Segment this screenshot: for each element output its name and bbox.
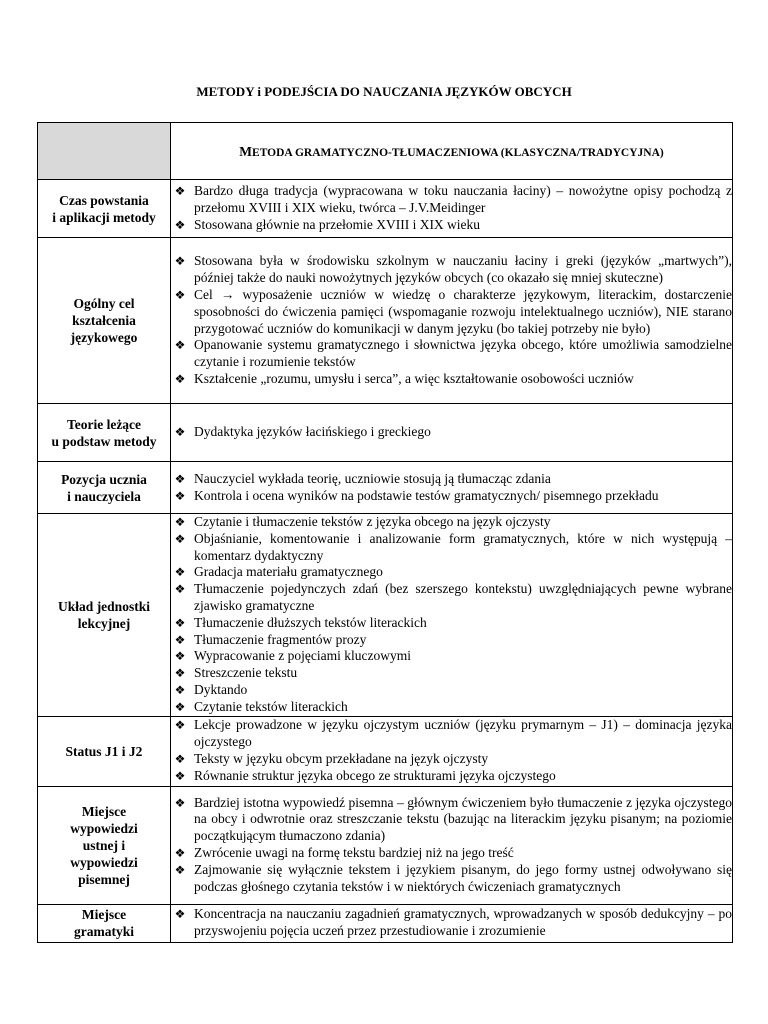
row-label-line: Teorie leżące xyxy=(66,416,142,432)
row-label-line: pisemnej xyxy=(78,871,130,887)
bullet-item xyxy=(171,488,732,505)
bullet-item xyxy=(171,632,732,649)
bullet-text: Tłumaczenie dłuższych tekstów literackich xyxy=(194,614,427,630)
method-name-header xyxy=(171,123,733,180)
bullet-list xyxy=(171,183,732,233)
bullet-item xyxy=(171,183,732,217)
bullet-item xyxy=(171,615,732,632)
row-label-line: Układ jednostki xyxy=(58,598,150,614)
diamond-bullet-icon: ❖ xyxy=(174,515,186,529)
bullet-text: Wypracowanie z pojęciami kluczowymi xyxy=(194,648,411,664)
row-label-line: Czas powstania xyxy=(59,192,149,208)
bullet-item xyxy=(171,699,732,716)
bullet-item xyxy=(171,581,732,615)
bullet-text: Bardziej istotna wypowiedź pisemna – głównym ćwiczeniem było tłumaczenie z języka ojczystego na obcy i odwrotnie oraz streszczanie tekstu (bazując na literackim języku pisanym; na poziomie początkującym tłumaczono zdania) xyxy=(194,794,732,844)
row-label-line: kształcenia xyxy=(72,313,136,328)
bullet-item xyxy=(171,862,732,896)
row-content xyxy=(171,904,733,942)
bullet-text: Tłumaczenie pojedynczych zdań (bez szerszego kontekstu) uwzględniających pewne wybrane zjawisko gramatyczne xyxy=(194,581,732,613)
bullet-item xyxy=(171,768,732,785)
bullet-item xyxy=(171,795,732,845)
diamond-bullet-icon: ❖ xyxy=(174,862,186,877)
diamond-bullet-icon: ❖ xyxy=(174,752,186,767)
bullet-item xyxy=(171,471,732,488)
bullet-text: Zwrócenie uwagi na formę tekstu bardziej niż na jego treść xyxy=(194,845,514,861)
diamond-bullet-icon: ❖ xyxy=(174,582,186,597)
bullet-text: Stosowana była w środowisku szkolnym w nauczaniu łaciny i greki (języków „martwych”), później także do nauki nowożytnych języków obcych (co okazało się mniej skuteczne) xyxy=(194,253,732,286)
bullet-text: Bardzo długa tradycja (wypracowana w toku nauczania łaciny) – nowożytne opisy pochodzą z przełomu XVIII i XIX wieku, twórca – J.V.Meidinger xyxy=(194,183,732,216)
row-label-line: wypowiedzi xyxy=(70,820,138,836)
bullet-list xyxy=(171,471,732,505)
row-label-line: Ogólny cel xyxy=(73,296,135,311)
table-row xyxy=(38,716,733,786)
header-empty-cell xyxy=(38,123,171,180)
bullet-item xyxy=(171,682,732,699)
document-title: METODY i PODEJŚCIA DO NAUCZANIA JĘZYKÓW OBCYCH xyxy=(196,84,572,99)
bullet-item xyxy=(171,906,732,940)
bullet-list xyxy=(171,253,732,387)
bullet-item xyxy=(171,845,732,862)
bullet-item xyxy=(171,424,732,441)
row-label-line: Miejsce xyxy=(81,803,127,819)
bullet-list xyxy=(171,717,732,784)
diamond-bullet-icon: ❖ xyxy=(174,338,186,353)
table-header-row xyxy=(38,123,733,180)
table-row xyxy=(38,238,733,404)
bullet-text: Stosowana głównie na przełomie XVIII i XIX wieku xyxy=(194,216,481,232)
row-label xyxy=(38,404,171,462)
table-row xyxy=(38,786,733,904)
bullet-text: Streszczenie tekstu xyxy=(194,665,298,681)
row-label xyxy=(38,904,171,942)
table-row xyxy=(38,462,733,514)
bullet-list xyxy=(171,424,732,441)
row-label xyxy=(38,786,171,904)
bullet-text: Gradacja materiału gramatycznego xyxy=(194,564,383,580)
diamond-bullet-icon: ❖ xyxy=(174,795,186,810)
diamond-bullet-icon: ❖ xyxy=(174,217,186,232)
bullet-item xyxy=(171,217,732,234)
diamond-bullet-icon: ❖ xyxy=(174,768,186,783)
diamond-bullet-icon: ❖ xyxy=(174,371,186,386)
row-label xyxy=(38,180,171,238)
row-label-line: Pozycja ucznia xyxy=(61,471,147,487)
bullet-text: Cel → wyposażenie uczniów w wiedzę o charakterze językowym, literackim, dostarczenie sposobności do ćwiczenia pamięci (wspomaganie rozwoju intelektualnego uczniów), NIE starano przygotować uczniów do komunikacji w danym języku (bo takiej potrzeby nie było) xyxy=(194,286,732,336)
row-label xyxy=(38,238,171,404)
diamond-bullet-icon: ❖ xyxy=(174,666,186,681)
bullet-item xyxy=(171,371,732,388)
diamond-bullet-icon: ❖ xyxy=(174,488,186,503)
bullet-item xyxy=(171,648,732,665)
row-label-line: u podstaw metody xyxy=(51,433,157,449)
row-label xyxy=(38,514,171,717)
diamond-bullet-icon: ❖ xyxy=(174,531,186,546)
bullet-item xyxy=(171,337,732,371)
diamond-bullet-icon: ❖ xyxy=(174,682,186,697)
diamond-bullet-icon: ❖ xyxy=(174,565,186,580)
method-name-initial: M xyxy=(239,144,253,160)
bullet-list xyxy=(171,514,732,716)
bullet-text: Nauczyciel wykłada teorię, uczniowie stosują ją tłumacząc zdania xyxy=(194,470,551,486)
bullet-text: Lekcje prowadzone w języku ojczystym uczniów (języku prymarnym – J1) – dominacja języka ojczystego xyxy=(194,717,732,750)
bullet-text: Dyktando xyxy=(194,681,248,697)
bullet-text: Dydaktyka języków łacińskiego i greckiego xyxy=(194,424,431,440)
bullet-item xyxy=(171,531,732,565)
bullet-text: Równanie struktur języka obcego ze strukturami języka ojczystego xyxy=(194,767,556,783)
diamond-bullet-icon: ❖ xyxy=(174,287,186,302)
diamond-bullet-icon: ❖ xyxy=(174,718,186,733)
row-content xyxy=(171,180,733,238)
method-name-rest: ETODA GRAMATYCZNO-TŁUMACZENIOWA (KLASYCZNA/TRADYCYJNA) xyxy=(252,147,664,160)
bullet-text: Zajmowanie się wyłącznie tekstem i językiem pisanym, do jego formy ustnej odwoływano się podczas głośnego czytania tekstów i w niektórych ćwiczeniach gramatycznych xyxy=(194,861,732,894)
row-content xyxy=(171,514,733,717)
row-label-line: ustnej i xyxy=(82,837,126,853)
bullet-list xyxy=(171,795,732,896)
bullet-item xyxy=(171,514,732,531)
bullet-text: Kontrola i ocena wyników na podstawie testów gramatycznych/ pisemnego przekładu xyxy=(194,487,659,503)
table-row xyxy=(38,404,733,462)
bullet-text: Objaśnianie, komentowanie i analizowanie form gramatycznych, które w nich występują – komentarz dydaktyczny xyxy=(194,530,732,563)
diamond-bullet-icon: ❖ xyxy=(174,254,186,269)
diamond-bullet-icon: ❖ xyxy=(174,184,186,199)
bullet-text: Czytanie tekstów literackich xyxy=(194,698,348,714)
diamond-bullet-icon: ❖ xyxy=(174,425,186,440)
methods-table xyxy=(37,122,733,943)
diamond-bullet-icon: ❖ xyxy=(174,699,186,714)
diamond-bullet-icon: ❖ xyxy=(174,632,186,647)
row-label-line: i nauczyciela xyxy=(67,488,141,504)
diamond-bullet-icon: ❖ xyxy=(174,649,186,664)
row-content xyxy=(171,404,733,462)
row-content xyxy=(171,462,733,514)
row-content xyxy=(171,238,733,404)
row-label-line: Miejsce xyxy=(81,907,127,923)
row-label-line: językowego xyxy=(70,330,138,345)
bullet-text: Opanowanie systemu gramatycznego i słownictwa języka obcego, które umożliwia samodzielne czytanie i rozumienie tekstów xyxy=(194,337,732,370)
table-row xyxy=(38,904,733,942)
row-label-line: gramatyki xyxy=(74,924,134,940)
row-label xyxy=(38,462,171,514)
row-label-line: wypowiedzi xyxy=(70,854,138,870)
bullet-item xyxy=(171,751,732,768)
bullet-text: Teksty w języku obcym przekładane na język ojczysty xyxy=(194,751,489,767)
bullet-list xyxy=(171,906,732,940)
bullet-text: Czytanie i tłumaczenie tekstów z języka obcego na język ojczysty xyxy=(194,514,551,529)
bullet-item xyxy=(171,253,732,287)
row-content xyxy=(171,716,733,786)
diamond-bullet-icon: ❖ xyxy=(174,907,186,922)
bullet-item xyxy=(171,717,732,751)
diamond-bullet-icon: ❖ xyxy=(174,615,186,630)
row-label xyxy=(38,716,171,786)
bullet-item xyxy=(171,287,732,337)
bullet-text: Kształcenie „rozumu, umysłu i serca”, a więc kształtowanie osobowości uczniów xyxy=(194,370,634,386)
diamond-bullet-icon: ❖ xyxy=(174,846,186,861)
row-label-line: Status J1 i J2 xyxy=(65,743,143,759)
bullet-text: Koncentracja na nauczaniu zagadnień gramatycznych, wprowadzanych w sposób dedukcyjny – po przyswojeniu pojęcia uczeń przez przestudiowanie i zrozumienie xyxy=(194,906,732,939)
row-content xyxy=(171,786,733,904)
row-label-line: lekcyjnej xyxy=(77,615,131,631)
diamond-bullet-icon: ❖ xyxy=(174,471,186,486)
bullet-text: Tłumaczenie fragmentów prozy xyxy=(194,631,367,647)
row-label-line: i aplikacji metody xyxy=(52,209,156,225)
table-row xyxy=(38,514,733,717)
bullet-item xyxy=(171,564,732,581)
bullet-item xyxy=(171,665,732,682)
table-row xyxy=(38,180,733,238)
